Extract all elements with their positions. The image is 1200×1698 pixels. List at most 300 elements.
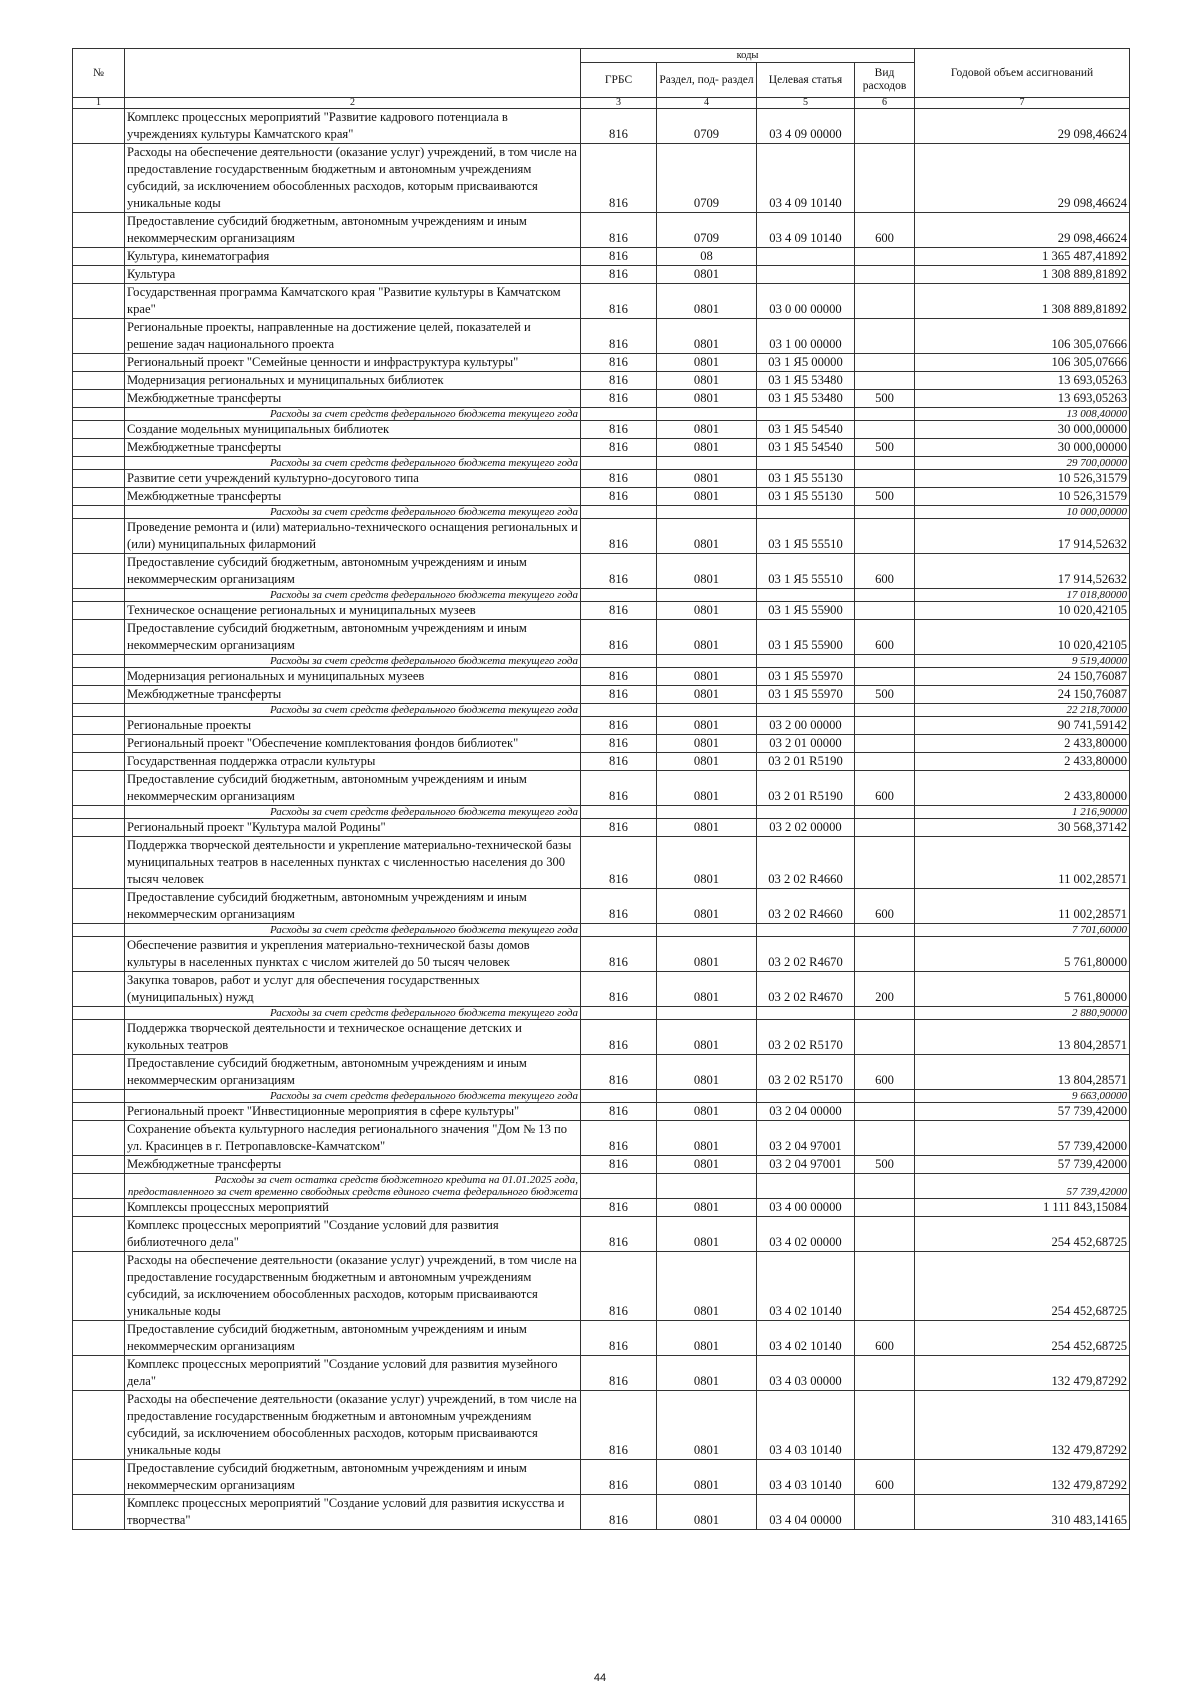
cell-vid: 500: [855, 686, 915, 704]
cell-grbs: 816: [581, 735, 657, 753]
cell-num: [73, 668, 125, 686]
cell-num: [73, 924, 125, 937]
cell-num: [73, 439, 125, 457]
cell-vid: 500: [855, 488, 915, 506]
table-row-note: [73, 506, 1130, 519]
cell-name: Техническое оснащение региональных и муниципальных музеев: [125, 602, 581, 620]
cell-tsel: [757, 248, 855, 266]
cell-tsel: 03 1 Я5 55970: [757, 668, 855, 686]
cell-num: [73, 686, 125, 704]
cell-note-text: Расходы за счет средств федерального бюджета текущего года: [125, 589, 581, 602]
cell-amount: 132 479,87292: [915, 1460, 1130, 1495]
table-row-note: [73, 408, 1130, 421]
cell-razdel: 0801: [657, 837, 757, 889]
cell-num: [73, 837, 125, 889]
table-row: [73, 519, 1130, 554]
cell-grbs: 816: [581, 717, 657, 735]
cell-vid: [855, 284, 915, 319]
table-row: [73, 972, 1130, 1007]
cell-razdel: 0801: [657, 470, 757, 488]
cell-name: Поддержка творческой деятельности и техническое оснащение детских и кукольных театров: [125, 1020, 581, 1055]
cell-note-amount: 10 000,00000: [915, 506, 1130, 519]
cell-vid: [855, 1090, 915, 1103]
cell-vid: 600: [855, 1460, 915, 1495]
cell-tsel: 03 2 02 R4660: [757, 837, 855, 889]
table-row-note: [73, 924, 1130, 937]
cell-grbs: [581, 589, 657, 602]
cell-razdel: 0801: [657, 735, 757, 753]
cell-razdel: 0801: [657, 372, 757, 390]
table-row-note: [73, 655, 1130, 668]
cell-amount: 30 000,00000: [915, 439, 1130, 457]
cell-amount: 57 739,42000: [915, 1156, 1130, 1174]
cell-razdel: 0801: [657, 753, 757, 771]
cell-grbs: 816: [581, 1217, 657, 1252]
cell-grbs: 816: [581, 1460, 657, 1495]
cell-vid: 500: [855, 1156, 915, 1174]
cell-amount: 17 914,52632: [915, 554, 1130, 589]
cell-note-text: Расходы за счет средств федерального бюджета текущего года: [125, 457, 581, 470]
cell-num: [73, 519, 125, 554]
col-number-3: 3: [581, 98, 657, 109]
cell-razdel: 0801: [657, 668, 757, 686]
cell-vid: 600: [855, 1321, 915, 1356]
table-row-note: [73, 1007, 1130, 1020]
cell-amount: 254 452,68725: [915, 1321, 1130, 1356]
cell-razdel: 0801: [657, 771, 757, 806]
cell-amount: 24 150,76087: [915, 686, 1130, 704]
col-number-2: 2: [125, 98, 581, 109]
cell-note-amount: 17 018,80000: [915, 589, 1130, 602]
table-row: [73, 735, 1130, 753]
cell-vid: [855, 319, 915, 354]
cell-num: [73, 819, 125, 837]
cell-tsel: 03 4 09 00000: [757, 109, 855, 144]
cell-vid: [855, 668, 915, 686]
cell-amount: 24 150,76087: [915, 668, 1130, 686]
cell-tsel: [757, 457, 855, 470]
table-row: [73, 889, 1130, 924]
cell-num: [73, 213, 125, 248]
cell-razdel: 0709: [657, 109, 757, 144]
cell-vid: [855, 819, 915, 837]
cell-name: Межбюджетные трансферты: [125, 439, 581, 457]
cell-num: [73, 620, 125, 655]
cell-num: [73, 806, 125, 819]
table-row: [73, 1020, 1130, 1055]
cell-name: Региональный проект "Инвестиционные мероприятия в сфере культуры": [125, 1103, 581, 1121]
cell-amount: 2 433,80000: [915, 735, 1130, 753]
cell-num: [73, 1252, 125, 1321]
cell-razdel: 0801: [657, 1356, 757, 1391]
cell-tsel: 03 1 Я5 53480: [757, 390, 855, 408]
table-row: [73, 439, 1130, 457]
cell-razdel: [657, 589, 757, 602]
cell-vid: [855, 470, 915, 488]
table-row: [73, 1103, 1130, 1121]
cell-grbs: 816: [581, 1156, 657, 1174]
cell-razdel: 0801: [657, 439, 757, 457]
cell-grbs: [581, 806, 657, 819]
table-row: [73, 753, 1130, 771]
table-row: [73, 319, 1130, 354]
cell-razdel: 0801: [657, 1495, 757, 1530]
cell-vid: [855, 655, 915, 668]
cell-tsel: 03 1 Я5 55970: [757, 686, 855, 704]
cell-name: Культура, кинематография: [125, 248, 581, 266]
cell-name: Предоставление субсидий бюджетным, автономным учреждениям и иным некоммерческим организациям: [125, 771, 581, 806]
table-row-note: [73, 1174, 1130, 1199]
header-amount: Годовой объем ассигнований: [915, 49, 1130, 98]
cell-vid: [855, 1252, 915, 1321]
cell-grbs: 816: [581, 354, 657, 372]
cell-num: [73, 457, 125, 470]
cell-num: [73, 1055, 125, 1090]
cell-vid: [855, 1020, 915, 1055]
cell-name: Создание модельных муниципальных библиотек: [125, 421, 581, 439]
cell-amount: 57 739,42000: [915, 1103, 1130, 1121]
cell-vid: 600: [855, 1055, 915, 1090]
cell-vid: [855, 806, 915, 819]
cell-razdel: 0801: [657, 284, 757, 319]
cell-grbs: 816: [581, 109, 657, 144]
cell-name: Комплекс процессных мероприятий "Создание условий для развития искусства и творчества": [125, 1495, 581, 1530]
cell-num: [73, 319, 125, 354]
cell-amount: 2 433,80000: [915, 771, 1130, 806]
cell-tsel: 03 1 Я5 55130: [757, 488, 855, 506]
cell-tsel: 03 1 Я5 55510: [757, 554, 855, 589]
cell-grbs: 816: [581, 1391, 657, 1460]
cell-name: Поддержка творческой деятельности и укрепление материально-технической базы муниципальных театров в населенных пунктах с численностью населения до 300 тысяч человек: [125, 837, 581, 889]
cell-tsel: 03 2 02 00000: [757, 819, 855, 837]
cell-tsel: [757, 1174, 855, 1199]
cell-tsel: [757, 506, 855, 519]
cell-grbs: [581, 506, 657, 519]
table-row: [73, 1217, 1130, 1252]
cell-grbs: [581, 1007, 657, 1020]
cell-vid: [855, 1121, 915, 1156]
cell-num: [73, 1356, 125, 1391]
cell-grbs: [581, 655, 657, 668]
cell-grbs: [581, 1090, 657, 1103]
cell-vid: [855, 1007, 915, 1020]
cell-num: [73, 554, 125, 589]
table-row: [73, 248, 1130, 266]
cell-amount: 5 761,80000: [915, 937, 1130, 972]
table-row: [73, 354, 1130, 372]
cell-vid: [855, 924, 915, 937]
cell-razdel: 0801: [657, 1321, 757, 1356]
cell-vid: [855, 109, 915, 144]
cell-grbs: 816: [581, 248, 657, 266]
table-row: [73, 1495, 1130, 1530]
cell-razdel: 0801: [657, 390, 757, 408]
cell-tsel: 03 1 Я5 55130: [757, 470, 855, 488]
cell-vid: [855, 519, 915, 554]
cell-tsel: 03 1 Я5 53480: [757, 372, 855, 390]
header-tsel: Целевая статья: [757, 63, 855, 98]
cell-tsel: [757, 408, 855, 421]
cell-num: [73, 144, 125, 213]
table-row: [73, 771, 1130, 806]
cell-num: [73, 1217, 125, 1252]
cell-tsel: [757, 1090, 855, 1103]
cell-tsel: 03 2 04 97001: [757, 1121, 855, 1156]
cell-tsel: 03 2 04 97001: [757, 1156, 855, 1174]
cell-amount: 254 452,68725: [915, 1217, 1130, 1252]
table-row: [73, 372, 1130, 390]
cell-grbs: [581, 1174, 657, 1199]
cell-razdel: [657, 1174, 757, 1199]
cell-tsel: 03 4 00 00000: [757, 1199, 855, 1217]
header-numbers-row: [73, 98, 1130, 109]
cell-tsel: 03 2 01 R5190: [757, 771, 855, 806]
cell-vid: [855, 354, 915, 372]
cell-razdel: 0801: [657, 1199, 757, 1217]
cell-name: Расходы на обеспечение деятельности (оказание услуг) учреждений, в том числе на предоставление государственным бюджетным и автономным учреждениям субсидий, за исключением обособленных расходов, которым присваиваются уникальные коды: [125, 1252, 581, 1321]
cell-num: [73, 266, 125, 284]
cell-num: [73, 1020, 125, 1055]
cell-name: Предоставление субсидий бюджетным, автономным учреждениям и иным некоммерческим организациям: [125, 1460, 581, 1495]
cell-amount: 106 305,07666: [915, 319, 1130, 354]
budget-document: [72, 48, 1129, 1530]
cell-num: [73, 1090, 125, 1103]
cell-name: Государственная программа Камчатского края "Развитие культуры в Камчатском крае": [125, 284, 581, 319]
cell-vid: 600: [855, 620, 915, 655]
cell-razdel: 0801: [657, 554, 757, 589]
cell-tsel: 03 4 03 00000: [757, 1356, 855, 1391]
cell-tsel: 03 4 09 10140: [757, 144, 855, 213]
cell-amount: 11 002,28571: [915, 889, 1130, 924]
cell-num: [73, 602, 125, 620]
cell-name: Предоставление субсидий бюджетным, автономным учреждениям и иным некоммерческим организациям: [125, 1321, 581, 1356]
cell-razdel: 0801: [657, 972, 757, 1007]
cell-name: Региональный проект "Семейные ценности и инфраструктура культуры": [125, 354, 581, 372]
cell-amount: 1 308 889,81892: [915, 284, 1130, 319]
cell-name: Модернизация региональных и муниципальных музеев: [125, 668, 581, 686]
cell-razdel: 0801: [657, 354, 757, 372]
cell-tsel: 03 2 00 00000: [757, 717, 855, 735]
cell-amount: 2 433,80000: [915, 753, 1130, 771]
cell-name: Государственная поддержка отрасли культуры: [125, 753, 581, 771]
cell-note-text: Расходы за счет средств федерального бюджета текущего года: [125, 924, 581, 937]
cell-amount: 10 526,31579: [915, 470, 1130, 488]
cell-grbs: 816: [581, 937, 657, 972]
cell-vid: 600: [855, 771, 915, 806]
cell-razdel: 0801: [657, 519, 757, 554]
cell-vid: 600: [855, 554, 915, 589]
table-row: [73, 1156, 1130, 1174]
header-grbs: ГРБС: [581, 63, 657, 98]
cell-vid: [855, 421, 915, 439]
cell-grbs: 816: [581, 1199, 657, 1217]
table-row: [73, 668, 1130, 686]
cell-razdel: 0801: [657, 1020, 757, 1055]
cell-tsel: [757, 655, 855, 668]
cell-note-amount: 1 216,90000: [915, 806, 1130, 819]
cell-num: [73, 655, 125, 668]
cell-num: [73, 372, 125, 390]
cell-razdel: [657, 924, 757, 937]
cell-tsel: 03 4 04 00000: [757, 1495, 855, 1530]
cell-num: [73, 753, 125, 771]
table-row: [73, 1199, 1130, 1217]
cell-num: [73, 470, 125, 488]
cell-razdel: 0801: [657, 1055, 757, 1090]
cell-tsel: 03 1 Я5 55510: [757, 519, 855, 554]
cell-vid: [855, 1199, 915, 1217]
cell-tsel: 03 4 03 10140: [757, 1460, 855, 1495]
table-row-note: [73, 704, 1130, 717]
cell-razdel: 0801: [657, 1217, 757, 1252]
table-row: [73, 1055, 1130, 1090]
cell-tsel: 03 4 03 10140: [757, 1391, 855, 1460]
cell-num: [73, 1174, 125, 1199]
cell-name: Предоставление субсидий бюджетным, автономным учреждениям и иным некоммерческим организациям: [125, 1055, 581, 1090]
cell-name: Проведение ремонта и (или) материально-технического оснащения региональных и (или) муниципальных филармоний: [125, 519, 581, 554]
cell-amount: 13 693,05263: [915, 372, 1130, 390]
cell-note-text: Расходы за счет средств федерального бюджета текущего года: [125, 655, 581, 668]
cell-tsel: 03 2 02 R4660: [757, 889, 855, 924]
cell-grbs: 816: [581, 837, 657, 889]
table-row: [73, 686, 1130, 704]
cell-razdel: [657, 806, 757, 819]
cell-amount: 29 098,46624: [915, 213, 1130, 248]
cell-num: [73, 284, 125, 319]
cell-note-text: Расходы за счет средств федерального бюджета текущего года: [125, 408, 581, 421]
cell-grbs: 816: [581, 753, 657, 771]
table-row: [73, 1321, 1130, 1356]
cell-razdel: 0801: [657, 686, 757, 704]
cell-name: Комплекс процессных мероприятий "Создание условий для развития библиотечного дела": [125, 1217, 581, 1252]
col-number-7: 7: [915, 98, 1130, 109]
cell-grbs: 816: [581, 1495, 657, 1530]
cell-razdel: 08: [657, 248, 757, 266]
table-row: [73, 470, 1130, 488]
cell-name: Предоставление субсидий бюджетным, автономным учреждениям и иным некоммерческим организациям: [125, 889, 581, 924]
cell-num: [73, 889, 125, 924]
budget-table: [72, 48, 1130, 1530]
cell-name: Развитие сети учреждений культурно-досугового типа: [125, 470, 581, 488]
cell-tsel: 03 2 01 R5190: [757, 753, 855, 771]
cell-vid: [855, 457, 915, 470]
cell-tsel: 03 2 01 00000: [757, 735, 855, 753]
cell-razdel: 0801: [657, 266, 757, 284]
cell-amount: 30 000,00000: [915, 421, 1130, 439]
cell-note-text: Расходы за счет средств федерального бюджета текущего года: [125, 1007, 581, 1020]
cell-num: [73, 421, 125, 439]
cell-num: [73, 390, 125, 408]
cell-name: Предоставление субсидий бюджетным, автономным учреждениям и иным некоммерческим организациям: [125, 554, 581, 589]
cell-num: [73, 589, 125, 602]
cell-amount: 11 002,28571: [915, 837, 1130, 889]
cell-amount: 29 098,46624: [915, 144, 1130, 213]
table-row: [73, 1460, 1130, 1495]
cell-grbs: 816: [581, 439, 657, 457]
cell-num: [73, 771, 125, 806]
cell-name: Предоставление субсидий бюджетным, автономным учреждениям и иным некоммерческим организациям: [125, 213, 581, 248]
cell-tsel: 03 2 04 00000: [757, 1103, 855, 1121]
cell-num: [73, 717, 125, 735]
cell-razdel: [657, 1090, 757, 1103]
cell-razdel: 0709: [657, 144, 757, 213]
cell-note-amount: 57 739,42000: [915, 1174, 1130, 1199]
cell-grbs: 816: [581, 488, 657, 506]
cell-tsel: [757, 589, 855, 602]
cell-vid: [855, 602, 915, 620]
cell-vid: 600: [855, 889, 915, 924]
col-number-1: 1: [73, 98, 125, 109]
cell-grbs: 816: [581, 972, 657, 1007]
cell-amount: 17 914,52632: [915, 519, 1130, 554]
cell-razdel: 0801: [657, 1391, 757, 1460]
cell-name: Расходы на обеспечение деятельности (оказание услуг) учреждений, в том числе на предоставление государственным бюджетным и автономным учреждениям субсидий, за исключением обособленных расходов, которым присваиваются уникальные коды: [125, 144, 581, 213]
cell-num: [73, 704, 125, 717]
cell-name: Обеспечение развития и укрепления материально-технической базы домов культуры в населенных пунктах с числом жителей до 50 тысяч человек: [125, 937, 581, 972]
cell-vid: [855, 1391, 915, 1460]
table-row: [73, 819, 1130, 837]
header-razdel: Раздел, под- раздел: [657, 63, 757, 98]
table-row-note: [73, 589, 1130, 602]
cell-vid: [855, 1174, 915, 1199]
cell-grbs: 816: [581, 213, 657, 248]
cell-vid: [855, 266, 915, 284]
cell-num: [73, 1007, 125, 1020]
cell-name: Региональный проект "Обеспечение комплектования фондов библиотек": [125, 735, 581, 753]
table-row: [73, 488, 1130, 506]
cell-note-amount: 22 218,70000: [915, 704, 1130, 717]
cell-vid: [855, 937, 915, 972]
cell-amount: 13 804,28571: [915, 1020, 1130, 1055]
cell-razdel: 0801: [657, 819, 757, 837]
cell-grbs: 816: [581, 771, 657, 806]
cell-razdel: 0801: [657, 717, 757, 735]
cell-grbs: 816: [581, 519, 657, 554]
cell-note-text: Расходы за счет остатка средств бюджетного кредита на 01.01.2025 года, предоставленного за счет временно свободных средств единого счета федерального бюджета: [125, 1174, 581, 1199]
table-row: [73, 266, 1130, 284]
cell-amount: 132 479,87292: [915, 1391, 1130, 1460]
cell-name: Межбюджетные трансферты: [125, 1156, 581, 1174]
cell-tsel: 03 4 02 00000: [757, 1217, 855, 1252]
cell-razdel: 0801: [657, 1460, 757, 1495]
cell-vid: [855, 1217, 915, 1252]
table-row: [73, 1252, 1130, 1321]
cell-name: Межбюджетные трансферты: [125, 488, 581, 506]
cell-name: Закупка товаров, работ и услуг для обеспечения государственных (муниципальных) нужд: [125, 972, 581, 1007]
cell-grbs: 816: [581, 602, 657, 620]
cell-grbs: 816: [581, 144, 657, 213]
cell-amount: 310 483,14165: [915, 1495, 1130, 1530]
cell-razdel: 0801: [657, 1156, 757, 1174]
cell-name: Модернизация региональных и муниципальных библиотек: [125, 372, 581, 390]
cell-tsel: 03 1 Я5 55900: [757, 602, 855, 620]
table-row: [73, 1391, 1130, 1460]
cell-grbs: 816: [581, 372, 657, 390]
cell-razdel: 0709: [657, 213, 757, 248]
cell-vid: [855, 717, 915, 735]
cell-note-text: Расходы за счет средств федерального бюджета текущего года: [125, 506, 581, 519]
cell-name: Комплекс процессных мероприятий "Развитие кадрового потенциала в учреждениях культуры Камчатского края": [125, 109, 581, 144]
header-row-1: [73, 49, 1130, 63]
table-row: [73, 937, 1130, 972]
cell-razdel: 0801: [657, 602, 757, 620]
cell-grbs: 816: [581, 1103, 657, 1121]
cell-grbs: 816: [581, 421, 657, 439]
col-number-4: 4: [657, 98, 757, 109]
cell-vid: [855, 408, 915, 421]
col-number-5: 5: [757, 98, 855, 109]
cell-razdel: 0801: [657, 421, 757, 439]
